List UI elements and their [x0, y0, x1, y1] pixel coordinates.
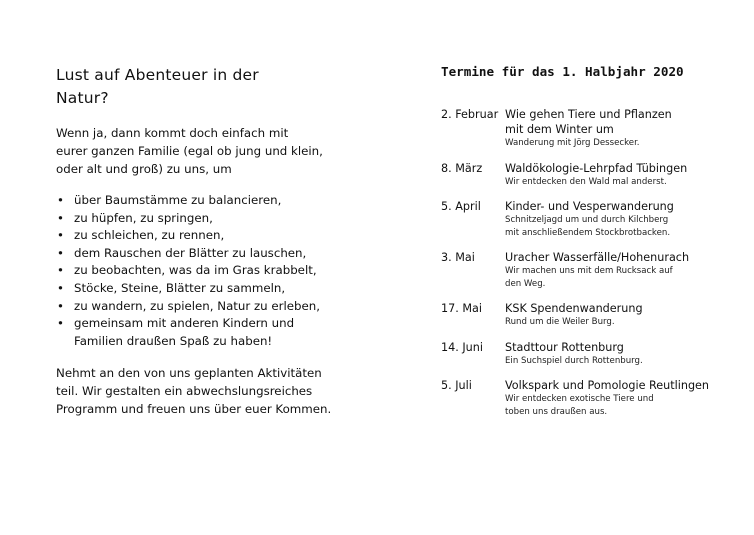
- event-body: [505, 107, 741, 150]
- event-date: 8. März: [441, 161, 483, 175]
- outro-line: teil. Wir gestalten ein abwechslungsreiches: [56, 384, 313, 399]
- event-row: [441, 378, 741, 418]
- intro-line: eurer ganzen Familie (egal ob jung und klein,: [56, 144, 323, 158]
- bullet-icon: •: [57, 316, 64, 331]
- event-row: [441, 301, 741, 329]
- event-body: [505, 340, 741, 368]
- event-title: Stadttour Rottenburg: [505, 340, 624, 354]
- activity-text: dem Rauschen der Blätter zu lauschen,: [74, 245, 307, 260]
- event-title: [505, 107, 741, 137]
- event-title-line: Wie gehen Tiere und Pflanzen: [505, 108, 672, 121]
- event-description-line: mit anschließendem Stockbrotbacken.: [505, 227, 671, 238]
- event-body: [505, 199, 741, 239]
- event-description: Wir entdecken den Wald mal anderst.: [505, 176, 667, 187]
- event-date: 2. Februar: [441, 108, 499, 121]
- headline: [56, 64, 346, 110]
- bullet-icon: •: [57, 193, 64, 207]
- event-date: 3. Mai: [441, 251, 475, 264]
- event-title: Waldökologie-Lehrpfad Tübingen: [505, 161, 688, 175]
- event-description-line: den Weg.: [505, 278, 546, 289]
- event-body: [505, 378, 741, 418]
- event-row: [441, 107, 741, 150]
- event-description: Ein Suchspiel durch Rottenburg.: [505, 355, 643, 366]
- headline-line: Natur?: [56, 89, 109, 107]
- bullet-icon: •: [57, 245, 64, 260]
- activity-text: Stöcke, Steine, Blätter zu sammeln,: [74, 280, 286, 295]
- event-description-line: toben uns draußen aus.: [505, 406, 608, 417]
- event-title: Uracher Wasserfälle/Hohenurach: [505, 251, 690, 264]
- bullet-icon: •: [57, 298, 64, 313]
- activity-item: [56, 210, 346, 228]
- event-description-line: Schnitzeljagd um und durch Kilchberg: [505, 215, 669, 225]
- event-body: [505, 250, 741, 290]
- intro-line: Wenn ja, dann kommt doch einfach mit: [56, 126, 289, 140]
- activity-item: [56, 245, 346, 263]
- event-description: [505, 393, 741, 418]
- activity-text: zu beobachten, was da im Gras krabbelt,: [74, 263, 317, 278]
- activity-item: [56, 227, 346, 245]
- intro-paragraph: [56, 124, 346, 178]
- event-description: Wanderung mit Jörg Dessecker.: [505, 138, 640, 148]
- event-description: [505, 265, 741, 290]
- event-title-line: mit dem Winter um: [505, 123, 614, 136]
- intro-line: oder alt und groß) zu uns, um: [56, 162, 232, 176]
- schedule-title: Termine für das 1. Halbjahr 2020: [441, 64, 684, 79]
- event-row: [441, 199, 741, 239]
- outro-line: Nehmt an den von uns geplanten Aktivitäten: [56, 366, 322, 381]
- activity-text: gemeinsam mit anderen Kindern und: [74, 316, 295, 331]
- event-date: 14. Juni: [441, 340, 483, 354]
- activity-text: zu schleichen, zu rennen,: [74, 228, 225, 243]
- right-column: [441, 64, 741, 429]
- activity-item: [56, 262, 346, 280]
- event-date: 5. April: [441, 200, 481, 213]
- activity-item: [56, 192, 346, 210]
- event-body: [505, 161, 741, 189]
- outro-paragraph: [56, 364, 346, 418]
- event-description: Rund um die Weiler Burg.: [505, 317, 615, 327]
- bullet-icon: •: [57, 263, 64, 278]
- bullet-icon: •: [57, 228, 64, 243]
- activity-text: Familien draußen Spaß zu haben!: [74, 333, 273, 348]
- event-row: [441, 340, 741, 368]
- activity-list: [56, 192, 346, 350]
- event-description: [505, 214, 741, 239]
- headline-line: Lust auf Abenteuer in der: [56, 66, 259, 84]
- activity-text: zu wandern, zu spielen, Natur zu erleben,: [74, 298, 321, 313]
- event-row: [441, 250, 741, 290]
- activity-item: [56, 315, 346, 350]
- event-date: 17. Mai: [441, 302, 482, 315]
- event-row: [441, 161, 741, 189]
- event-title: Kinder- und Vesperwanderung: [505, 200, 674, 213]
- event-date: 5. Juli: [441, 379, 472, 392]
- outro-line: Programm und freuen uns über euer Kommen.: [56, 402, 332, 417]
- event-description-line: Wir entdecken exotische Tiere und: [505, 394, 654, 404]
- activity-text: zu hüpfen, zu springen,: [74, 210, 213, 225]
- bullet-icon: •: [57, 280, 64, 295]
- event-list: [441, 107, 741, 418]
- event-description-line: Wir machen uns mit dem Rucksack auf: [505, 266, 673, 276]
- bullet-icon: •: [57, 210, 64, 225]
- activity-text: über Baumstämme zu balancieren,: [74, 193, 282, 207]
- activity-item: [56, 280, 346, 298]
- event-body: [505, 301, 741, 329]
- left-column: [56, 64, 346, 418]
- activity-item: [56, 298, 346, 316]
- event-title: KSK Spendenwanderung: [505, 302, 643, 315]
- event-title: Volkspark und Pomologie Reutlingen: [505, 379, 710, 392]
